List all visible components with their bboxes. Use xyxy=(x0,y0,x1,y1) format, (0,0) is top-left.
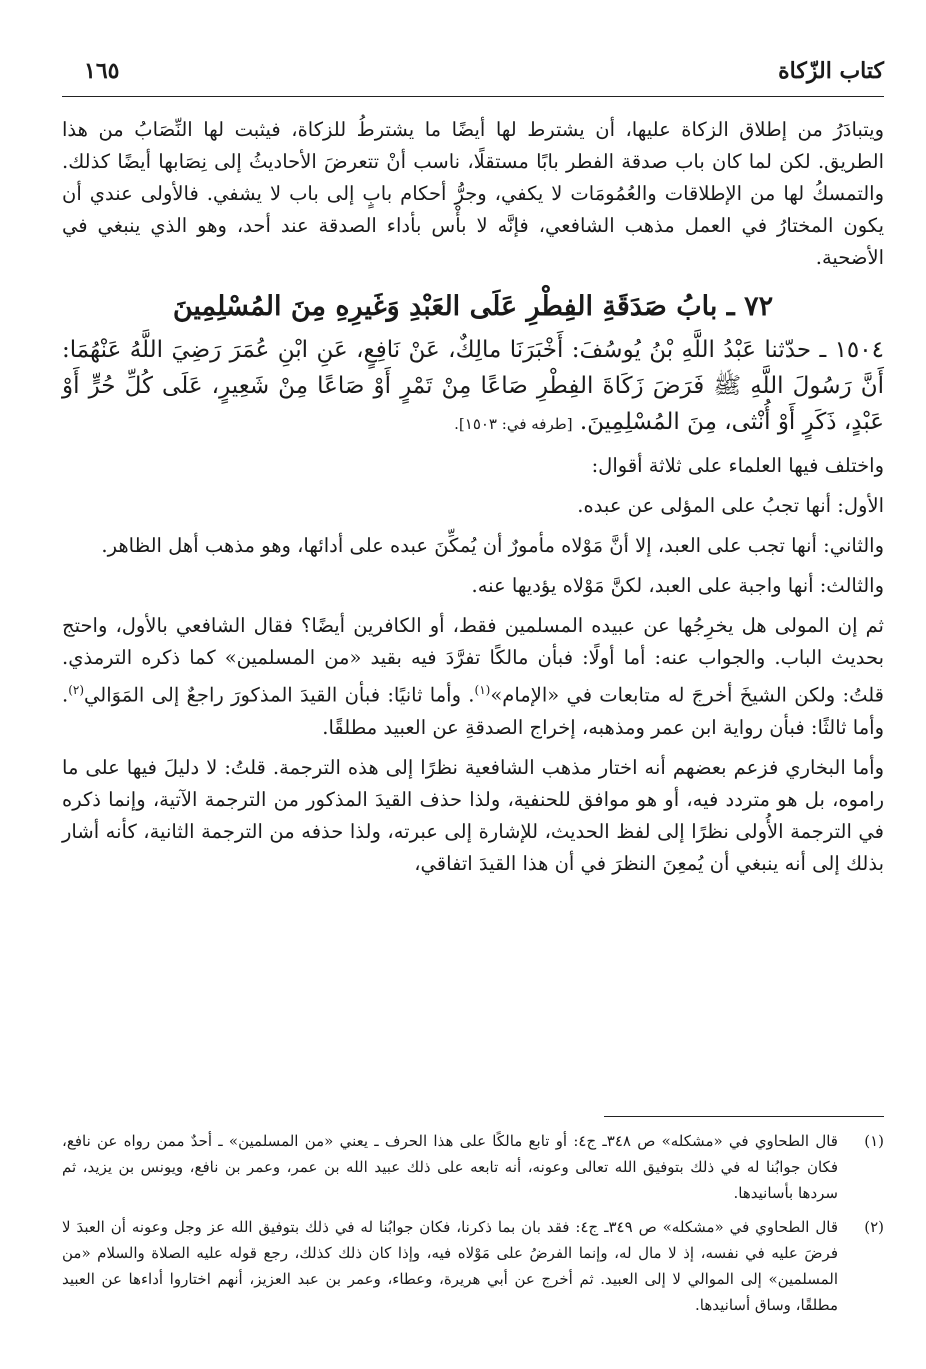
footnote-number: (١) xyxy=(864,1132,884,1150)
footnotes xyxy=(62,1128,884,1326)
paragraph-opinion-2: والثاني: أنها تجب على العبد، إلا أنَّ مَوْلاه مأمورٌ أن يُمكِّنَ عبده على أدائها، وهو مذهب أهل الظاهر. xyxy=(101,534,884,557)
chapter-heading: ٧٢ ـ بابُ صَدَقَةِ الفِطْرِ عَلَى العَبْدِ وَغَيرِهِ مِنَ المُسْلِمِينَ xyxy=(172,291,774,322)
footnote-1 xyxy=(62,1128,884,1206)
footnote-divider xyxy=(604,1116,884,1117)
footnote-text: قال الطحاوي في «مشكله» ص ٣٤٨ـ ج٤: أو تابع مالكًا على هذا الحرف ـ يعني «من المسلمين» ـ أحدٌ ممن رواه عن نافع، فكان جوابُنا له في ذلك بتوفيق الله تعالى وعونه، أنه تابعه على ذلك عبيد الله بن عمر، وعمر بن نافع، ويونس بن يزيد، ثم سردها بأسانيدها. xyxy=(62,1132,838,1202)
paragraph-opinion-1: الأول: أنها تجبُ على المؤلى عن عبده. xyxy=(577,494,884,517)
footnote-marker-2[interactable]: (٢) xyxy=(68,683,85,697)
hadith-body: ١٥٠٤ ـ حدّثنا عَبْدُ اللَّهِ بْنُ يُوسُفَ: أَخْبَرَنَا مالِكٌ، عَنْ نَافِعٍ، عَنِ ابْنِ عُمَرَ رَضِيَ اللَّهُ عَنْهُمَا: أَنَّ رَسُولَ اللَّهِ ﷺ فَرَضَ زَكَاةَ الفِطْرِ صَاعًا مِنْ تَمْرٍ أَوْ صَاعًا مِنْ شَعِيرٍ، عَلَى كُلِّ حُرٍّ أَوْ عَبْدٍ، ذَكَرٍ أَوْ أُنْثى، مِنَ المُسْلِمِينَ. xyxy=(62,337,884,435)
paragraph-opinions-intro: واختلف فيها العلماء على ثلاثة أقوال: xyxy=(591,454,884,477)
paragraph-opinion-3: والثالث: أنها واجبة على العبد، لكنَّ مَوْلاه يؤديها عنه. xyxy=(471,574,884,597)
footnote-number: (٢) xyxy=(864,1218,884,1236)
shafii-text-2: . وأما ثانيًا: فبأن القيدَ المذكورَ راجعٌ إلى المَوَالي xyxy=(84,683,475,707)
main-text xyxy=(62,114,884,888)
page-number: ١٦٥ xyxy=(84,58,120,84)
hadith-reference: [طرفه في: ١٥٠٣]. xyxy=(454,415,573,433)
paragraph-bukhari: وأما البخاري فزعم بعضهم أنه اختار مذهب الشافعية نظرًا إلى هذه الترجمة. قلتُ: لا دليلَ فيها على ما راموه، بل هو متردد فيه، أو هو موافق للحنفية، ولذا حذف القيدَ المذكور من الترجمة الآتية، وإنما ذكره في الترجمة الأُولى نظرًا إلى لفظ الحديث، للإشارة إلى عبرته، ولذا حذفه من الترجمة الثانية، كأنه أشار بذلك إلى أنه ينبغي أن يُمعِنَ النظرَ في أن هذا القيدَ اتفاقي، xyxy=(62,755,884,875)
paragraph-intro: ويتبادَرُ من إطلاق الزكاة عليها، أن يشترط لها أيضًا ما يشترطُ للزكاة، فيثبت لها النِّصَابُ من هذا الطريق. لكن لما كان باب صدقة الفطر بابًا مستقلًا، ناسب أنْ تتعرضَ الأحاديثُ إلى نِصَابها أيضًا كذلك. والتمسكُ لها من الإطلاقات والعُمُومَات لا يكفي، وجرُّ أحكام بابٍ إلى باب لا يشفي. فالأولى عندي أن يكون المختارُ في العمل مذهب الشافعي، فإنَّه لا بأْس بأداء الصدقة عند أحد، وهو الذي ينبغي في الأضحية. xyxy=(62,118,884,269)
shafii-text-1: ثم إن المولى هل يخرِجُها عن عبيده المسلمين فقط، أو الكافرين أيضًا؟ فقال الشافعي بالأول، واحتج بحديث الباب. والجواب عنه: أما أولًا: فبأن مالكًا تفرَّدَ فيه بقيد «من المسلمين» كما ذكره الترمذي. قلتُ: ولكن الشيخَ أخرجَ له متابعات في «الإمام» xyxy=(62,614,884,707)
footnote-text: قال الطحاوي في «مشكله» ص ٣٤٩ـ ج٤: فقد بان بما ذكرنا، فكان جوابُنا له في ذلك بتوفيق الله عز وجل وعونه أن العبدَ لا فرضَ عليه في نفسه، إذ لا مال له، وإنما الفرضُ على مَوْلاه فيه، وإذا كان ذلك كذلك، رجع قوله عليه الصلاة والسلام «من المسلمين» إلى الموالي لا إلى العبيد. ثم أخرج عن أبي هريرة، وعطاء، وعمر بن عبد العزيز، أنهم اختاروا أداءها عن العبيد مطلقًا، وساق أسانيدها. xyxy=(62,1218,838,1314)
hadith-text xyxy=(62,332,884,442)
footnote-marker-1[interactable]: (١) xyxy=(474,683,491,697)
book-page xyxy=(62,56,884,1346)
shafii-text-3: . وأما ثالثًا: فبأن رواية ابن عمر ومذهبه، إخراج الصدقةِ عن العبيد مطلقًا. xyxy=(62,683,884,739)
running-header xyxy=(62,56,884,97)
book-title: كتاب الزّكاة xyxy=(778,58,884,84)
footnote-2 xyxy=(62,1214,884,1318)
paragraph-shafii xyxy=(62,610,884,744)
